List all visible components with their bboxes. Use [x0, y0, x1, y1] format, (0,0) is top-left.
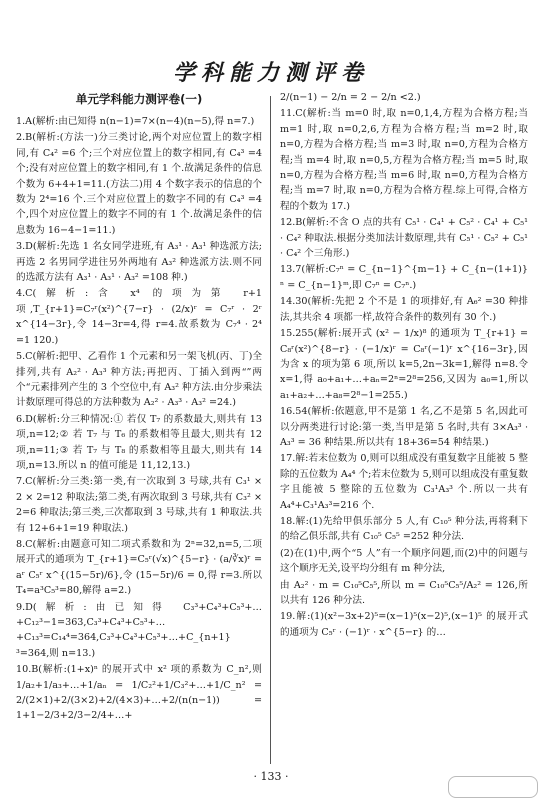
watermark-logo	[448, 776, 538, 798]
answer-item: 4.C(解析:含 x⁴ 的项为第 r+1 项,T_{r+1}=C₇ʳ(x²)^{7−r} · (2/x)ʳ = C₇ʳ · 2ʳ x^{14−3r},令 14−3r=4,得 r=4.故系数为 C₇⁴ · 2⁴ =1 120.)	[16, 288, 262, 346]
answer-item: 11.C(解析:当 m=0 时,取 n=0,1,4,方程为合格方程;当 m=1 时,取 n=0,2,6,方程为合格方程;当 m=2 时,取 n=0,方程为合格方程;当 m=3 时,取 n=0,方程为合格方程;当 m=4 时,取 n=0,5,方程为合格方程;当 m=5 时,取 n=0,方程为合格方程;当 m=6 时,取 n=0,方程为合格方程;当 m=7 时,取 n=0,方程为合格方程.综上可得,合格方程的个数为 17.)	[280, 108, 528, 212]
answer-item: 14.30(解析:先把 2 个不是 1 的项排好,有 A₆² =30 种排法,其共余 4 项都一样,故符合条件的数列有 30 个.)	[280, 296, 528, 323]
answer-item: 12.B(解析:不含 O 点的共有 C₅¹ · C₄¹ + C₅² · C₄¹ + C₅¹ · C₄² 种取法.根据分类加法计数原理,共有 C₅¹ · C₅² + C₅¹ · C₄² 个三角形.)	[280, 217, 528, 260]
page-number: · 133 ·	[253, 770, 289, 783]
answer-item: (2)在(1)中,两个“5 人”有一个顺序问题,而(2)中的问题与这个顺序无关,设平均分组有 m 种分法,	[280, 547, 528, 575]
answer-item: 18.解:(1)先给甲俱乐部分 5 人,有 C₁₀⁵ 种分法,再将剩下的给乙俱乐部,共有 C₁₀⁵ C₅⁵ =252 种分法.	[280, 515, 528, 543]
section-subtitle: 单元学科能力测评卷(一)	[75, 92, 203, 106]
answer-item: 7.C(解析:分三类:第一类,有一次取到 3 号球,共有 C₃¹ × 2 × 2=12 种取法;第二类,有两次取到 3 号球,共有 C₃² × 2=6 种取法;第三类,三次都取到 3 号球,共有 1 种取法.共有 12+6+1=19 种取法.)	[16, 476, 262, 534]
answer-item: 由 A₂² · m = C₁₀⁵C₅⁵,所以 m = C₁₀⁵C₅⁵/A₂² = 126,所以共有 126 种分法.	[280, 579, 528, 606]
answer-item: 5.C(解析:把甲、乙看作 1 个元素和另一架飞机(丙、丁)全排列,共有 A₂² · A₃³ 种方法;再把丙、丁插入到两“”两个“元素排列产生的 3 个空位中,有 A₃² 种方法.由分步乘法计数原理可得总的方法种数为 A₂² · A₃³ · A₃² =24.)	[16, 351, 262, 409]
answer-item: 1.A(解析:由已知得 n(n−1)=7×(n−4)(n−5),得 n=7.)	[16, 116, 255, 127]
answer-item: 15.255(解析:展开式 (x² − 1/x)⁸ 的通项为 T_{r+1} = C₈ʳ(x²)^{8−r} · (−1/x)ʳ = C₈ʳ(−1)ʳ x^{16−3r},因为含 x 的项为第 6 项,所以 k=5,2n−3k=1,解得 n=8.令 x=1,得 a₀+a₁+…+aₙ=2ⁿ=2⁸=256,又因为 a₀=1,所以 a₁+a₂+…+a₈=2⁸−1=255.)	[280, 328, 528, 401]
page-title: 学科能力测评卷	[172, 60, 369, 86]
answer-item: 3.D(解析:先选 1 名女同学进班,有 A₃¹ · A₃¹ 种选派方法;再选 2 名男同学进往另外两地有 A₃² 种选派方法.则不同的选派方法有 A₃¹ · A₃¹ · A₃² =108 种.)	[16, 241, 262, 284]
answer-item: 13.7(解析:C₇ⁿ = C_{n−1}^{m−1} + C_{n−(1+1)}ⁿ = C_{n−1}ᵐ,即 C₇ⁿ = C₇ⁿ.)	[280, 264, 528, 291]
answer-item: 16.54(解析:依题意,甲不是第 1 名,乙不是第 5 名,因此可以分两类进行讨论:第一类,当甲是第 5 名时,共有 3×A₃³ · A₃³ = 36 种结果.所以共有 18+36=54 种结果.)	[280, 406, 528, 448]
answer-item: 10.B(解析:(1+x)ⁿ 的展开式中 x² 项的系数为 C_n²,则 1/a₂+1/a₃+…+1/aₙ = 1/C₂²+1/C₃²+…+1/C_n² = 2/(2×1)+2/(3×2)+2/(4×3)+…+2/(n(n−1)) = 1+1−2/3+2/3−2/4+…+	[16, 664, 262, 722]
answer-item: 17.解:若末位数为 0,则可以组成没有重复数字且能被 5 整除的五位数为 A₄⁴ 个;若末位数为 5,则可以组成没有重复数字且能被 5 整除的五位数为 C₃¹A₃³ 个.所以一共有 A₄⁴+C₃¹A₃³=216 个.	[280, 453, 528, 511]
answer-item: 9.D(解析:由已知得 C₃³+C₄³+C₅³+…+C₁₂³−1=363,C₃³+C₄³+C₅³+…+C₁₃³=C₁₄⁴=364,C₃³+C₄³+C₅³+…+C_{n+1}³=364,则 n=13.)	[16, 601, 262, 659]
answer-item: 8.C(解析:由题意可知二项式系数和为 2ⁿ=32,n=5,二项展开式的通项为 T_{r+1}=C₅ʳ(√x)^{5−r} · (a/∛x)ʳ = aʳ C₅ʳ x^{(15−5r)/6},令 (15−5r)/6 = 0,得 r=3.所以 T₄=a³C₅³=80,解得 a=2.)	[16, 538, 262, 597]
answer-item: 2/(n−1) − 2/n = 2 − 2/n <2.)	[280, 92, 421, 103]
left-column	[16, 90, 262, 725]
right-column	[280, 90, 528, 641]
answer-item: 19.解:(1)(x²−3x+2)⁵=(x−1)⁵(x−2)⁵,(x−1)⁵ 的展开式的通项为 C₅ʳ · (−1)ʳ · x^{5−r} 的…	[280, 611, 528, 638]
answer-item: 2.B(解析:(方法一)分三类讨论,两个对应位置上的数字相同,有 C₄² =6 个;三个对应位置上的数字相同,有 C₄³ =4 个;没有对应位置上的数字相同,有 1 个.故满足条件的信息个数为 6+4+1=11.(方法二)用 4 个数字表示的信息的个数为 2⁴=16 个.三个对应位置上的数字不同的有 C₄³ =4 个,四个对应位置上的数字不同的有 1 个.故满足条件的信息数为 16−4−1=11.)	[16, 132, 262, 236]
answer-item: 6.D(解析:分三种情况:① 若仅 T₇ 的系数最大,则共有 13 项,n=12;② 若 T₇ 与 T₆ 的系数相等且最大,则共有 12 项,n=11;③ 若 T₇ 与 T₈ 的系数相等且最大,则共有 14 项,n=13.所以 n 的值可能是 11,12,13.)	[16, 413, 262, 471]
column-divider	[270, 96, 271, 764]
